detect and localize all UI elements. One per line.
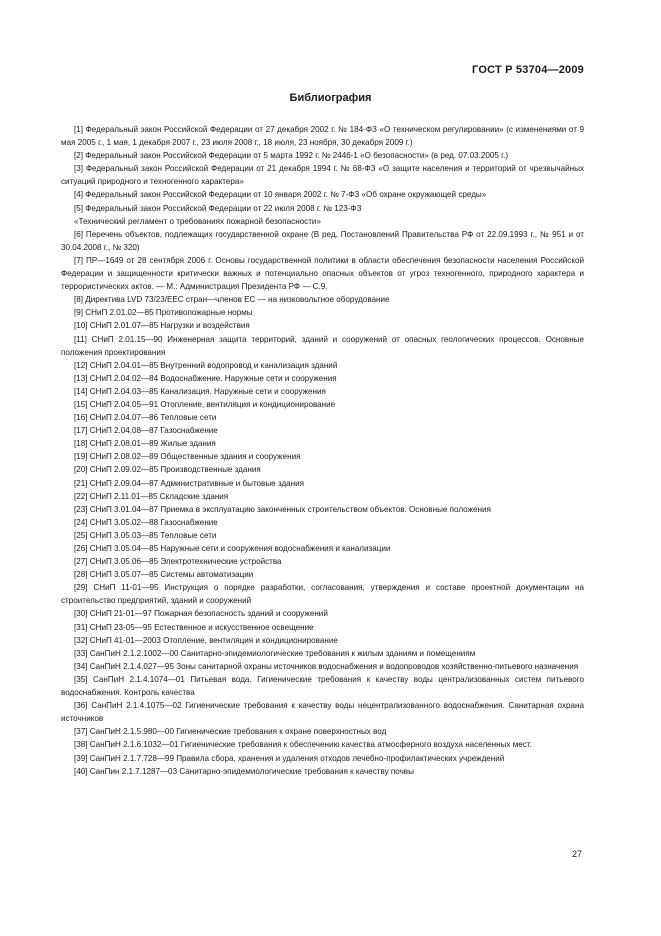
page-title: Библиография [289,92,372,104]
bibliography-entry: [26] СНиП 3.05.04—85 Наружные сети и сооружения водоснабжения и канализации [74,544,391,553]
bibliography-entry: [20] СНиП 2.09.02—85 Производственные здания [74,465,261,475]
bibliography-entry: [34] СанПиН 2.1.4.027—95 Зоны санитарной охраны источников водоснабжения и водопроводов хозяйственно-питьевого назначения [74,661,579,671]
bibliography-entry: [6] Перечень объектов, подлежащих государственной охране (В ред. Постановлений Правительства РФ от 22.09.1993 г., № 951 и от 30.04.2008 г., № 320) [61,229,584,252]
bibliography-entry: [18] СНиП 2.08.01—89 Жилые здания [74,439,216,449]
bibliography-entry: [15] СНиП 2.04.05—91 Отопление, вентиляция и кондиционирование [74,399,336,409]
bibliography-entry: [12] СНиП 2.04.01—85 Внутренний водопровод и канализация зданий [74,360,338,370]
bibliography-entry: [25] СНиП 3.05.03—85 Тепловые сети [74,530,217,540]
bibliography-entry: [30] СНиП 21-01—97 Пожарная безопасность зданий и сооружений [74,609,328,619]
bibliography-entry: [38] СанПиН 2.1.6.1032—01 Гигиенические требования к обеспечению качества атмосферного воздуха населенных мест. [74,740,532,750]
bibliography-entry: [4] Федеральный закон Российской Федерации от 10 января 2002 г. № 7-ФЗ «Об охране окружающей среды» [74,190,487,200]
bibliography-entry: [39] СанПиН 2.1.7.728—99 Правила сбора, хранения и удаления отходов лечебно-профилактических учреждений [74,753,505,763]
bibliography-entry: [22] СНиП 2.11.01—85 Складские здания [74,491,229,501]
bibliography-entry: [11] СНиП 2.01.15—90 Инженерная защита территорий, зданий и сооружений от опасных геологических процессов. Основные положения проектирования [61,334,584,357]
bibliography-entry: [5] Федеральный закон Российской Федерации от 22 июля 2008 г. № 123-ФЗ [74,203,362,213]
bibliography-entry: [16] СНиП 2.04.07—86 Тепловые сети [74,413,217,423]
bibliography-entry: [35] СанПиН 2.1.4.1074—01 Питьевая вода. Гигиенические требования к качеству воды централизованных систем питьевого водоснабжения. Контроль качества [61,674,584,698]
bibliography-entry: [3] Федеральный закон Российской Федерации от 21 декабря 1994 г. № 68-ФЗ «О защите населения и территорий от чрезвычайных ситуаций природного и техногенного характера» [61,164,584,187]
bibliography-entry: [8] Директива LVD 73/23/ЕЕС стран—членов ЕС — на низковольтное оборудование [74,295,390,305]
bibliography-entry: [28] СНиП 3.05.07—85 Системы автоматизации [74,570,254,580]
bibliography-entry: [29] СНиП 11-01—95 Инструкция о порядке разработки, согласования, утверждения и составе проектной документации на строительство предприятий, зданий и сооружений [61,583,584,606]
bibliography-entry: [37] СанПиН 2.1.5.980—00 Гигиенические требования к охране поверхностных вод [74,727,387,737]
bibliography-entry: [21] СНиП 2.09.04—87 Административные и бытовые здания [74,478,305,488]
bibliography-entry: [24] СНиП 3.05.02—88 Газоснабжение [74,517,218,527]
bibliography-entry: «Технический регламент о требованиях пожарной безопасности» [74,216,321,226]
bibliography-entry: [36] СанПиН 2.1.4.1075—02 Гигиенические требования к качеству воды нецентрализованного водоснабжения. Санитарная охрана источников [61,701,584,724]
bibliography-entry: [31] СНиП 23-05—95 Естественное и искусственное освещение [74,622,314,632]
bibliography-entry: [10] СНиП 2.01.07—85 Нагрузки и воздействия [74,321,250,331]
bibliography-entry: [2] Федеральный закон Российской Федерации от 5 марта 1992 г. № 2446-1 «О безопасности» (в ред. 07.03.2005 г.) [74,151,509,161]
bibliography-entry: [13] СНиП 2.04.02—84 Водоснабжение. Наружные сети и сооружения [74,373,337,383]
bibliography-entry: [32] СНиП 41-01—2003 Отопление, вентиляция и кондиционирование [74,635,338,645]
bibliography-entry: [40] СанПин 2.1.7.1287—03 Санитарно-эпидемиологические требования к качеству почвы [74,766,414,776]
bibliography-entry: [9] СНиП 2.01.02—85 Противопожарные нормы [74,308,253,318]
bibliography-entry: [14] СНиП 2.04.03—85 Канализация. Наружные сети и сооружения [74,386,326,396]
bibliography-entry: [33] СанПиН 2.1.2.1002—00 Санитарно-эпидемиологические требования к жилым зданиям и помещениям [74,648,476,658]
bibliography-entry: [19] СНиП 2.08.02—89 Общественные здания и сооружения [74,452,301,462]
bibliography-entry: [27] СНиП 3.05.06—85 Электротехнические устройства [74,557,282,567]
bibliography-entry: [7] ПР—1649 от 28 сентября 2006 г. Основы государственной политики в области обеспечения безопасности населения Российской Федерации и защищенности критически важных и потенциально опасных объектов от угроз техногенного, природного характера и террористических актов. — М.: Администрация Президента РФ — С.9. [61,255,584,292]
bibliography-entry: [1] Федеральный закон Российской Федерации от 27 декабря 2002 г. № 184-ФЗ «О техническом регулировании» (с изменениями от 9 мая 2005 г., 1 мая, 1 декабря 2007 г., 23 июля 2008 г., 18 июля, 23 ноября, 30 декабря 2009 г.) [61,125,584,148]
bibliography-list [61,123,584,778]
bibliography-entry: [17] СНиП 2.04.08—87 Газоснабжение [74,426,218,436]
bibliography-entry: [23] СНиП 3.01.04—87 Приемка в эксплуатацию законченных строительством объектов. Основные положения [74,504,491,514]
document-code: ГОСТ Р 53704—2009 [472,64,584,76]
page-number: 27 [571,849,582,859]
